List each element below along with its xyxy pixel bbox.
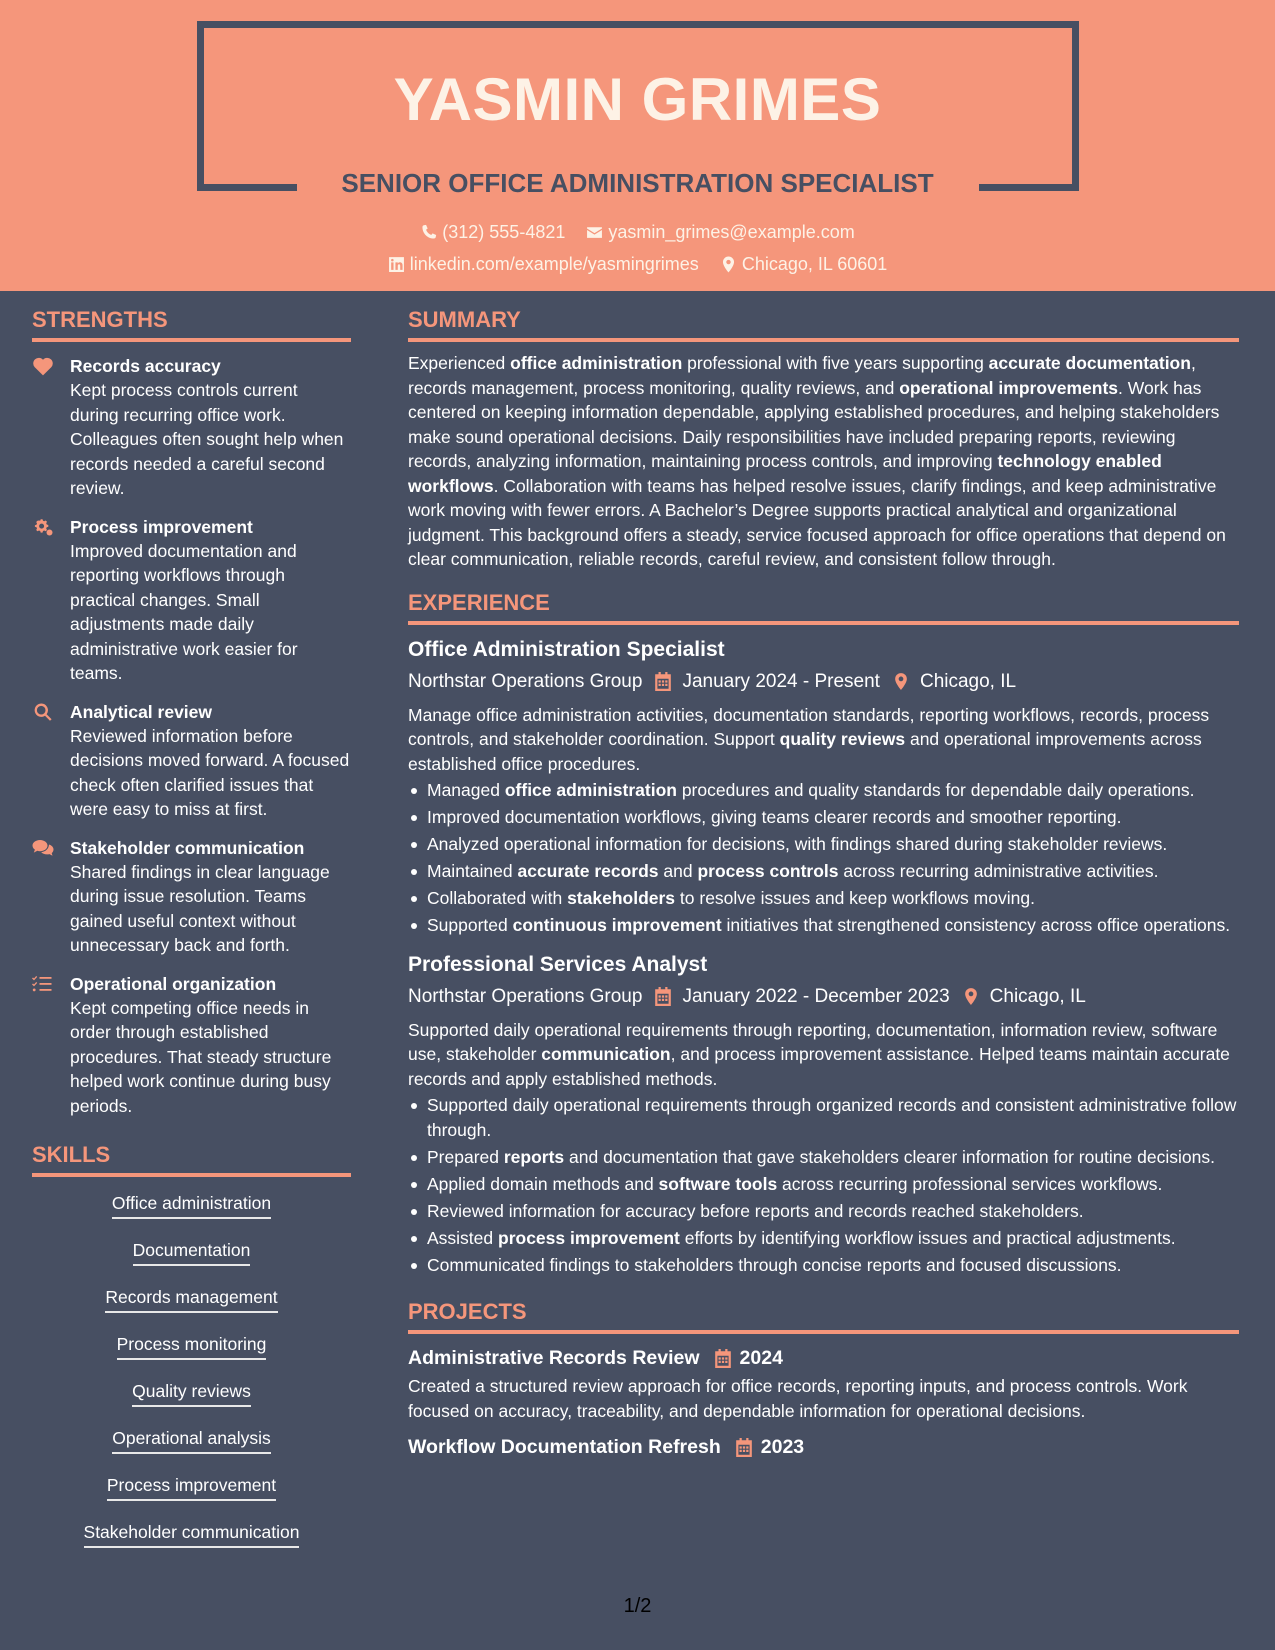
experience-heading: EXPERIENCE [408,588,1239,625]
strength-item [32,700,351,822]
project-header [408,1344,1239,1372]
job-description: Supported daily operational requirements through reporting, documentation, information review, software use, stakeholder communication, and process improvement assistance. Helped teams maintain accurate records and apply established methods. [408,1019,1230,1089]
comments-icon [32,838,54,858]
phone-icon [420,224,437,241]
strength-desc: Kept competing office needs in order through established procedures. That steady structure helped work continue during busy periods. [70,997,332,1116]
project-header [408,1433,1239,1461]
job-dates: January 2022 - December 2023 [682,985,950,1007]
map-pin-icon [892,672,910,691]
job-bullet: Applied domain methods and software tools across recurring professional services workflows. [408,1172,1239,1197]
project-entry [408,1433,1239,1461]
job-location: Chicago, IL [989,985,1086,1007]
project-year: 2024 [739,1347,783,1369]
project-title: Workflow Documentation Refresh [408,1436,721,1458]
envelope-icon [586,224,603,241]
project-title: Administrative Records Review [408,1347,700,1369]
email-contact[interactable] [586,220,854,244]
skill-tag: Process improvement [107,1473,276,1501]
skill-tag: Stakeholder communication [84,1520,300,1548]
job-description: Manage office administration activities, documentation standards, reporting workflows, records, process controls, and stakeholder coordination. Support quality reviews and operational improvements across established office procedures. [408,704,1210,774]
candidate-title: SENIOR OFFICE ADMINISTRATION SPECIALIST [341,168,934,198]
strength-item [32,836,351,958]
search-icon [32,702,54,722]
summary-heading: SUMMARY [408,305,1239,342]
contact-row-1 [0,220,1275,247]
strength-item [32,972,351,1119]
skills-heading: SKILLS [32,1140,351,1177]
calendar-icon [654,672,672,691]
job-bullets [408,778,1239,938]
contact-row-2 [0,252,1275,279]
linkedin-icon [388,256,405,273]
strength-desc: Shared findings in clear language during issue resolution. Teams gained useful context without unnecessary back and forth. [70,861,330,955]
summary-text: Experienced office administration professional with five years supporting accurate documentation, records management, process monitoring, quality reviews, and operational improvements. Work has centered on keeping information dependable, applying established procedures, and helping stakeholders make sound operational decisions. Daily responsibilities have included preparing reports, reviewing records, analyzing information, maintaining process controls, and improving technology enabled workflows. Collaboration with teams has helped resolve issues, clarify findings, and keep administrative work moving with fewer errors. A Bachelor’s Degree supports practical analytical and organizational judgment. This background offers a steady, service focused approach for office operations that depend on clear communication, reliable records, careful review, and consistent follow through. [408,353,1226,569]
skills-list [32,1191,351,1567]
gears-icon [32,517,54,537]
phone-text: (312) 555-4821 [442,222,566,242]
linkedin-contact[interactable] [388,252,699,276]
email-text: yasmin_grimes@example.com [608,222,855,242]
job-title: Office Administration Specialist [408,637,725,661]
job-company: Northstar Operations Group [408,670,643,692]
strength-title: Operational organization [70,973,277,994]
job-entry [408,635,1239,938]
strength-desc: Kept process controls current during recurring office work. Colleagues often sought help when records needed a careful second review. [70,380,344,498]
sidebar [32,305,351,1567]
job-bullet: Maintained accurate records and process controls across recurring administrative activities. [408,859,1239,884]
job-bullet: Prepared reports and documentation that gave stakeholders clearer information for routine decisions. [408,1145,1239,1170]
linkedin-text: linkedin.com/example/yasmingrimes [409,254,699,274]
projects-heading: PROJECTS [408,1297,1239,1334]
candidate-name: YASMIN GRIMES [393,66,882,133]
list-check-icon [32,974,54,994]
job-company: Northstar Operations Group [408,985,643,1007]
project-year: 2023 [760,1436,805,1458]
skill-tag: Process monitoring [117,1332,267,1360]
job-bullet: Reviewed information for accuracy before reports and records reached stakeholders. [408,1199,1239,1224]
job-title: Professional Services Analyst [408,952,708,976]
strength-item [32,515,351,686]
job-bullets [408,1093,1239,1277]
project-description: Created a structured review approach for office records, reporting inputs, and process controls. Work focused on accuracy, traceability, and dependable information for operational decisions. [408,1376,1188,1421]
job-dates: January 2024 - Present [682,670,880,692]
strength-title: Stakeholder communication [70,837,305,858]
calendar-icon [714,1349,732,1368]
calendar-icon [735,1438,753,1457]
job-location: Chicago, IL [919,670,1017,692]
job-bullet: Supported continuous improvement initiatives that strengthened consistency across office operations. [408,913,1239,938]
skill-tag: Quality reviews [132,1379,251,1407]
heart-icon [32,356,54,376]
strength-desc: Reviewed information before decisions moved forward. A focused check often clarified issues that were easy to miss at first. [70,725,350,819]
job-bullet: Supported daily operational requirements through organized records and consistent administrative follow through. [408,1093,1239,1142]
job-bullet: Communicated findings to stakeholders through concise reports and focused discussions. [408,1253,1239,1278]
strengths-heading: STRENGTHS [32,305,351,342]
phone-contact[interactable] [420,220,565,244]
job-bullet: Managed office administration procedures and quality standards for dependable daily operations. [408,778,1239,803]
strength-title: Analytical review [70,701,213,722]
strength-title: Process improvement [70,516,253,537]
skill-tag: Records management [105,1285,277,1313]
location-text: Chicago, IL 60601 [741,254,888,274]
location-contact [720,252,887,276]
job-meta [408,667,1239,697]
map-pin-icon [720,256,737,273]
strengths-list [32,354,351,1118]
skill-tag: Operational analysis [112,1426,271,1454]
page-number: 1/2 [623,1595,652,1617]
job-bullet: Analyzed operational information for decisions, with findings shared during stakeholder reviews. [408,832,1239,857]
strength-desc: Improved documentation and reporting workflows through practical changes. Small adjustments made daily administrative work easier for teams. [70,540,298,683]
strength-title: Records accuracy [70,356,221,376]
job-bullet: Assisted process improvement efforts by identifying workflow issues and practical adjustments. [408,1226,1239,1251]
job-meta [408,982,1239,1012]
project-entry [408,1344,1239,1423]
strength-item [32,354,351,501]
job-entry [408,950,1239,1278]
resume-header [0,0,1275,291]
main-column [408,305,1239,1461]
calendar-icon [654,987,672,1006]
map-pin-icon [962,987,980,1006]
skill-tag: Documentation [133,1238,251,1266]
job-bullet: Improved documentation workflows, giving teams clearer records and smoother reporting. [408,805,1239,830]
skill-tag: Office administration [112,1191,271,1219]
job-bullet: Collaborated with stakeholders to resolve issues and keep workflows moving. [408,886,1239,911]
